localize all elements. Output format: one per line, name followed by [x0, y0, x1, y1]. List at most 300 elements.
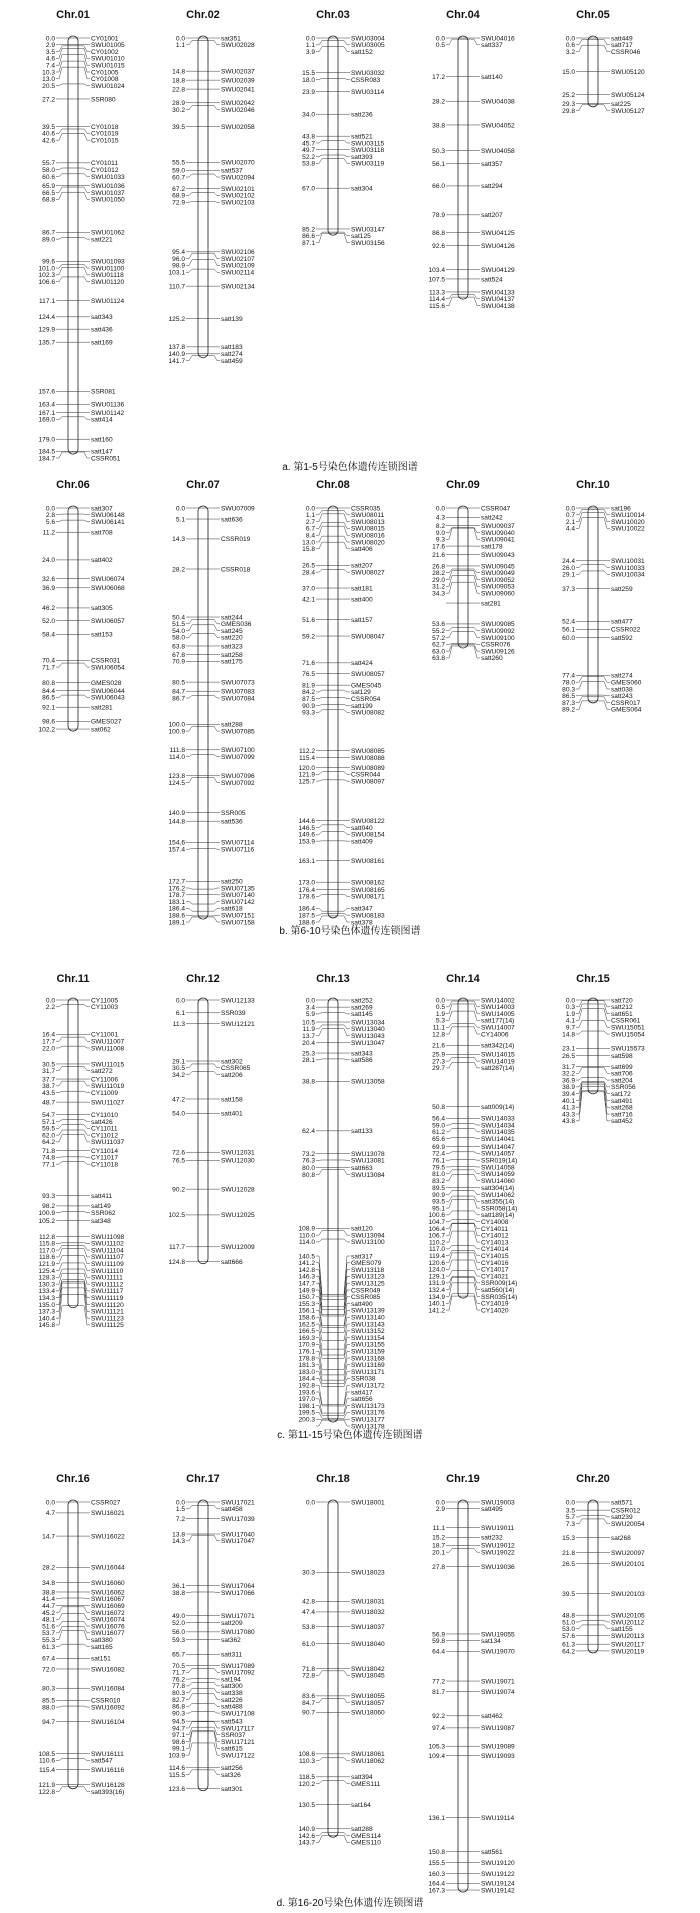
marker-position: 28.2 — [432, 570, 445, 578]
marker-name: satt274 — [611, 672, 633, 680]
position-leader — [316, 1758, 328, 1761]
marker-name: SWU19036 — [481, 1563, 515, 1571]
marker-position: 102.3 — [38, 272, 55, 280]
marker-name: SSR039 — [221, 1010, 246, 1018]
position-leader — [186, 888, 198, 889]
marker-name: SWU09041 — [481, 536, 515, 544]
position-leader — [316, 47, 328, 52]
marker-name: SWU14058 — [481, 1164, 515, 1172]
marker-leader — [78, 1243, 90, 1244]
marker-name: satt040 — [351, 824, 373, 832]
marker-position: 30.2 — [172, 106, 185, 114]
marker-position: 65.9 — [42, 183, 55, 191]
chromosome — [168, 479, 255, 926]
marker-leader — [78, 1283, 90, 1304]
position-leader — [186, 1711, 198, 1713]
marker-name: SWU01015 — [91, 62, 125, 70]
marker-name: CSSR022 — [611, 626, 641, 634]
marker-position: 30.3 — [302, 1569, 315, 1577]
marker-position: 2.9 — [45, 42, 55, 50]
marker-leader — [208, 1743, 220, 1755]
position-leader — [186, 619, 198, 623]
marker-position: 11.1 — [432, 1525, 445, 1533]
marker-name: SWU19011 — [481, 1525, 515, 1533]
chromosome-bar — [458, 1500, 468, 1892]
marker-leader — [208, 908, 220, 911]
position-leader — [576, 695, 588, 696]
position-leader — [446, 1023, 458, 1027]
marker-position: 67.2 — [172, 185, 185, 193]
marker-leader — [468, 1170, 480, 1174]
marker-position: 29.8 — [562, 107, 575, 115]
marker-name: satt120 — [351, 1225, 373, 1233]
position-leader — [316, 159, 328, 164]
marker-position: 49.0 — [172, 1612, 185, 1620]
marker-leader — [338, 1263, 350, 1296]
position-leader — [446, 1196, 458, 1201]
marker-name: satt417 — [351, 1389, 373, 1397]
position-leader — [316, 908, 328, 911]
marker-name: satt355(14) — [481, 1198, 515, 1206]
marker-leader — [78, 1306, 90, 1325]
chromosome-title: Chr.18 — [316, 1473, 350, 1485]
marker-position: 80.3 — [172, 1690, 185, 1698]
marker-position: 73.2 — [302, 1150, 315, 1158]
marker-name: SWU13125 — [351, 1280, 385, 1288]
marker-name: SWU16076 — [91, 1623, 125, 1631]
marker-position: 71.7 — [172, 1669, 185, 1677]
marker-position: 119.4 — [428, 1252, 445, 1260]
position-leader — [316, 1372, 328, 1384]
marker-name: SWU11123 — [91, 1315, 124, 1323]
position-leader — [56, 1288, 68, 1311]
marker-leader — [598, 571, 610, 574]
marker-position: 98.2 — [42, 1203, 55, 1211]
marker-name: SWU08085 — [351, 747, 385, 755]
marker-position: 14.3 — [172, 536, 185, 544]
marker-name: satt378 — [351, 919, 373, 927]
marker-position: 17.6 — [432, 543, 445, 551]
marker-name: SWU16062 — [91, 1589, 125, 1597]
marker-position: 26.5 — [562, 1052, 575, 1060]
marker-position: 124.0 — [428, 1266, 445, 1274]
marker-leader — [78, 1066, 90, 1070]
marker-position: 150.8 — [428, 1849, 445, 1857]
marker-name: SWU12025 — [221, 1212, 255, 1220]
marker-position: 2.9 — [435, 1506, 445, 1514]
marker-position: 15.3 — [562, 1534, 575, 1542]
marker-position: 59.0 — [432, 1122, 445, 1130]
marker-position: 24.4 — [562, 558, 575, 566]
marker-position: 13.8 — [172, 1531, 185, 1539]
marker-name: satt207 — [481, 212, 503, 220]
position-leader — [186, 1688, 198, 1692]
marker-name: satt490 — [351, 1300, 373, 1308]
position-leader — [316, 155, 328, 157]
marker-position: 32.6 — [42, 575, 55, 583]
marker-name: satt212 — [611, 1004, 633, 1012]
marker-position: 4.3 — [435, 514, 445, 522]
chromosome-title: Chr.15 — [576, 973, 610, 985]
marker-name: SWU06141 — [91, 518, 125, 526]
marker-position: 21.6 — [432, 1042, 445, 1050]
marker-name: SWU13176 — [351, 1409, 385, 1417]
marker-position: 0.0 — [175, 1499, 185, 1507]
marker-position: 103.1 — [168, 269, 185, 277]
marker-position: 176.1 — [298, 1348, 315, 1356]
marker-position: 28.2 — [432, 98, 445, 106]
position-leader — [316, 569, 328, 572]
position-leader — [446, 1027, 458, 1034]
marker-name: satt204 — [611, 1077, 633, 1085]
marker-position: 7.2 — [175, 1515, 185, 1523]
marker-name: sat194 — [221, 1676, 241, 1684]
marker-leader — [338, 542, 350, 549]
marker-leader — [598, 1625, 610, 1629]
position-leader — [186, 696, 198, 698]
position-leader — [446, 1004, 458, 1014]
chromosome — [38, 9, 125, 462]
position-leader — [316, 1231, 328, 1235]
marker-name: SSR081 — [91, 388, 116, 396]
marker-position: 10.3 — [42, 69, 55, 77]
marker-position: 179.0 — [38, 436, 55, 444]
marker-name: satt221 — [91, 236, 113, 244]
marker-name: SWU07009 — [221, 505, 255, 513]
marker-position: 134.3 — [38, 1295, 55, 1303]
marker-name: SWU13172 — [351, 1382, 385, 1390]
marker-name: SWU20101 — [611, 1560, 645, 1568]
marker-name: satt394 — [351, 1774, 373, 1782]
marker-name: SWU17064 — [221, 1583, 255, 1591]
marker-position: 80.5 — [172, 679, 185, 687]
marker-leader — [598, 1515, 610, 1517]
marker-position: 57.6 — [562, 1632, 575, 1640]
marker-leader — [208, 1732, 220, 1749]
marker-name: SWU10020 — [611, 518, 645, 526]
marker-leader — [338, 916, 350, 922]
marker-position: 26.5 — [302, 562, 315, 570]
marker-position: 200.3 — [298, 1416, 315, 1424]
chromosome-bar — [588, 998, 598, 1094]
marker-position: 72.0 — [42, 1666, 55, 1674]
marker-position: 59.3 — [172, 1636, 185, 1644]
marker-name: SWU13169 — [351, 1362, 385, 1370]
marker-leader — [338, 1025, 350, 1029]
marker-leader — [78, 1598, 90, 1599]
marker-leader — [468, 39, 480, 45]
marker-leader — [598, 1087, 610, 1108]
marker-position: 70.4 — [42, 657, 55, 665]
marker-leader — [338, 1059, 350, 1060]
marker-position: 166.5 — [298, 1328, 315, 1336]
marker-position: 164.4 — [428, 1880, 445, 1888]
marker-name: SWU13177 — [351, 1416, 385, 1424]
position-leader — [186, 1535, 198, 1541]
marker-position: 50.4 — [172, 614, 185, 622]
marker-position: 65.6 — [432, 1135, 445, 1143]
marker-name: satt199 — [351, 702, 373, 710]
marker-position: 43.8 — [302, 133, 315, 141]
position-leader — [316, 1671, 328, 1675]
marker-position: 18.8 — [172, 77, 185, 85]
marker-name: SWU12028 — [221, 1186, 255, 1194]
marker-name: SWU05120 — [611, 68, 645, 76]
chromosome-title: Chr.11 — [56, 973, 90, 985]
marker-name: SWU02107 — [221, 255, 255, 263]
marker-name: SWU16069 — [91, 1602, 125, 1610]
marker-position: 80.3 — [562, 686, 575, 694]
marker-name: SWU20112 — [611, 1619, 645, 1627]
marker-position: 14.3 — [172, 1538, 185, 1546]
marker-position: 5.7 — [565, 1514, 575, 1522]
position-leader — [56, 1091, 68, 1092]
marker-leader — [468, 1271, 480, 1276]
marker-position: 129.1 — [428, 1273, 445, 1281]
marker-position: 144.6 — [298, 818, 315, 826]
marker-name: SWU01010 — [91, 55, 125, 63]
marker-leader — [208, 696, 220, 698]
marker-leader — [598, 1091, 610, 1114]
marker-position: 67.4 — [42, 1655, 55, 1663]
marker-name: SWU01024 — [91, 82, 125, 90]
position-leader — [186, 1743, 198, 1755]
marker-name: SWU14041 — [481, 1135, 515, 1143]
marker-leader — [338, 522, 350, 528]
marker-position: 78.0 — [562, 679, 575, 687]
marker-position: 4.4 — [565, 525, 575, 533]
marker-name: SWU07083 — [221, 688, 255, 696]
marker-name: SWU04138 — [481, 302, 515, 310]
marker-leader — [598, 510, 610, 515]
marker-name: SWU19124 — [481, 1880, 515, 1888]
marker-name: CY11001 — [91, 1031, 119, 1039]
marker-name: SWU02114 — [221, 269, 255, 277]
marker-name: SSR019(14) — [481, 1157, 518, 1165]
marker-position: 184.4 — [298, 1375, 315, 1383]
marker-name: SWU03118 — [351, 147, 385, 155]
marker-name: satt411 — [91, 1192, 113, 1200]
marker-position: 98.9 — [172, 262, 185, 270]
position-leader — [186, 848, 198, 849]
position-leader — [56, 267, 68, 275]
marker-leader — [208, 253, 220, 258]
marker-leader — [78, 514, 90, 515]
marker-position: 59.5 — [42, 1125, 55, 1133]
marker-name: satt656 — [351, 1396, 373, 1404]
marker-position: 56.1 — [432, 161, 445, 169]
marker-position: 102.5 — [168, 1212, 185, 1220]
marker-name: SWU05127 — [611, 107, 645, 115]
marker-name: satt458 — [221, 1506, 243, 1514]
marker-position: 28.1 — [302, 1057, 315, 1065]
marker-name: satt347 — [351, 905, 373, 913]
marker-name: GMES045 — [351, 682, 382, 690]
marker-name: CY14015 — [481, 1252, 509, 1260]
marker-name: CY01005 — [91, 69, 119, 77]
marker-position: 84.7 — [302, 1699, 315, 1707]
marker-name: sat348 — [91, 1217, 111, 1225]
chromosome-title: Chr.09 — [446, 479, 480, 491]
marker-leader — [208, 848, 220, 849]
marker-leader — [208, 915, 220, 916]
marker-position: 40.1 — [562, 1097, 575, 1105]
marker-position: 39.4 — [562, 1090, 575, 1098]
marker-position: 93.3 — [302, 709, 315, 717]
marker-name: CY11012 — [91, 1132, 119, 1140]
marker-position: 30.5 — [42, 1061, 55, 1069]
marker-leader — [78, 1125, 90, 1129]
marker-name: SWU03147 — [351, 226, 385, 234]
marker-name: SWU18040 — [351, 1640, 385, 1648]
marker-name: CSSR019 — [221, 536, 251, 544]
marker-name: CY01019 — [91, 130, 119, 138]
marker-leader — [338, 159, 350, 164]
marker-name: satt424 — [351, 660, 373, 668]
marker-name: SWU18057 — [351, 1699, 385, 1707]
position-leader — [316, 522, 328, 528]
position-leader — [446, 1124, 458, 1125]
position-leader — [186, 633, 198, 637]
marker-leader — [78, 1627, 90, 1633]
position-leader — [316, 914, 328, 916]
marker-leader — [338, 780, 350, 781]
marker-position: 193.6 — [298, 1389, 315, 1397]
marker-name: SWU17117 — [221, 1725, 255, 1733]
marker-name: SWU18055 — [351, 1693, 385, 1701]
marker-name: CY14019 — [481, 1300, 509, 1308]
marker-leader — [338, 705, 350, 706]
marker-position: 60.6 — [42, 173, 55, 181]
marker-position: 11.3 — [172, 1020, 185, 1028]
marker-leader — [78, 1005, 90, 1007]
marker-leader — [78, 1759, 90, 1761]
marker-name: CY11009 — [91, 1089, 119, 1097]
marker-name: SWU12031 — [221, 1149, 255, 1157]
marker-leader — [338, 1420, 350, 1426]
position-leader — [186, 1682, 198, 1685]
marker-name: SWU02094 — [221, 174, 255, 182]
marker-name: satt301 — [221, 1785, 243, 1793]
position-leader — [56, 1037, 68, 1041]
position-leader — [446, 1128, 458, 1132]
marker-name: SWU19012 — [481, 1542, 515, 1550]
marker-position: 167.1 — [38, 409, 55, 417]
marker-leader — [78, 267, 90, 275]
marker-position: 52.2 — [302, 153, 315, 161]
marker-position: 51.0 — [562, 1619, 575, 1627]
marker-position: 160.3 — [428, 1871, 445, 1879]
marker-leader — [78, 67, 90, 79]
marker-name: CY01002 — [91, 48, 119, 56]
chromosome-title: Chr.10 — [576, 479, 610, 491]
marker-leader — [468, 571, 480, 580]
marker-name: SWU11112 — [91, 1281, 124, 1289]
marker-name: SWU02102 — [221, 192, 255, 200]
marker-name: CY11017 — [91, 1154, 119, 1162]
marker-position: 34.0 — [302, 111, 315, 119]
position-leader — [576, 1625, 588, 1629]
marker-name: SWU09043 — [481, 552, 515, 560]
marker-leader — [338, 697, 350, 698]
marker-position: 23.9 — [302, 88, 315, 96]
marker-name: SWU10031 — [611, 558, 645, 566]
marker-position: 123.6 — [168, 1785, 185, 1793]
marker-name: SWU03115 — [351, 140, 385, 148]
marker-name: GMES064 — [611, 706, 642, 714]
marker-position: 53.6 — [432, 621, 445, 629]
marker-name: SWU08015 — [351, 525, 385, 533]
marker-name: SWU18037 — [351, 1624, 385, 1632]
position-leader — [446, 297, 458, 305]
position-leader — [446, 1174, 458, 1180]
marker-position: 86.8 — [432, 229, 445, 237]
marker-name: SWU07073 — [221, 679, 255, 687]
marker-position: 86.8 — [172, 1703, 185, 1711]
marker-leader — [208, 1592, 220, 1593]
position-leader — [446, 1211, 458, 1215]
marker-position: 43.5 — [42, 1089, 55, 1097]
marker-position: 67.0 — [302, 185, 315, 193]
marker-leader — [208, 106, 220, 110]
chromosome-title: Chr.07 — [186, 479, 220, 491]
position-leader — [56, 1130, 68, 1135]
position-leader — [446, 1011, 458, 1020]
marker-position: 150.7 — [298, 1294, 315, 1302]
marker-position: 87.5 — [302, 696, 315, 704]
marker-leader — [78, 1607, 90, 1613]
marker-name: satt343 — [351, 1050, 373, 1058]
position-leader — [446, 1253, 458, 1263]
chromosome — [302, 9, 385, 247]
marker-name: satt699 — [611, 1063, 633, 1071]
marker-name: satt236 — [351, 111, 373, 119]
position-leader — [446, 632, 458, 638]
position-leader — [446, 646, 458, 658]
marker-position: 156.1 — [298, 1307, 315, 1315]
marker-name: SWU16077 — [91, 1630, 125, 1638]
marker-name: CY14008 — [481, 1218, 509, 1226]
position-leader — [56, 1125, 68, 1129]
marker-position: 114.6 — [168, 1765, 185, 1773]
marker-name: SWU13154 — [351, 1334, 385, 1342]
marker-name: SWU13043 — [351, 1032, 385, 1040]
marker-position: 92.2 — [432, 1713, 445, 1721]
marker-name: SWU19022 — [481, 1549, 515, 1557]
marker-name: SWU17071 — [221, 1612, 255, 1620]
marker-position: 6.1 — [175, 1010, 185, 1018]
marker-name: sat281 — [481, 600, 501, 608]
position-leader — [316, 1358, 328, 1375]
marker-leader — [598, 697, 610, 703]
marker-position: 89.0 — [42, 236, 55, 244]
marker-position: 82.7 — [172, 1696, 185, 1704]
marker-leader — [468, 1196, 480, 1201]
marker-name: satt207 — [351, 562, 373, 570]
marker-leader — [468, 644, 480, 651]
marker-position: 39.5 — [172, 123, 185, 131]
position-leader — [316, 1781, 328, 1784]
marker-name: satt586 — [351, 1057, 373, 1065]
marker-name: satt436 — [91, 326, 113, 334]
marker-name: sat125 — [351, 233, 371, 241]
marker-name: satt165 — [91, 1643, 113, 1651]
marker-position: 145.8 — [38, 1322, 55, 1330]
marker-position: 52.4 — [562, 618, 575, 626]
marker-name: SWU08154 — [351, 831, 385, 839]
marker-position: 4.6 — [45, 55, 55, 63]
marker-leader — [208, 201, 220, 202]
